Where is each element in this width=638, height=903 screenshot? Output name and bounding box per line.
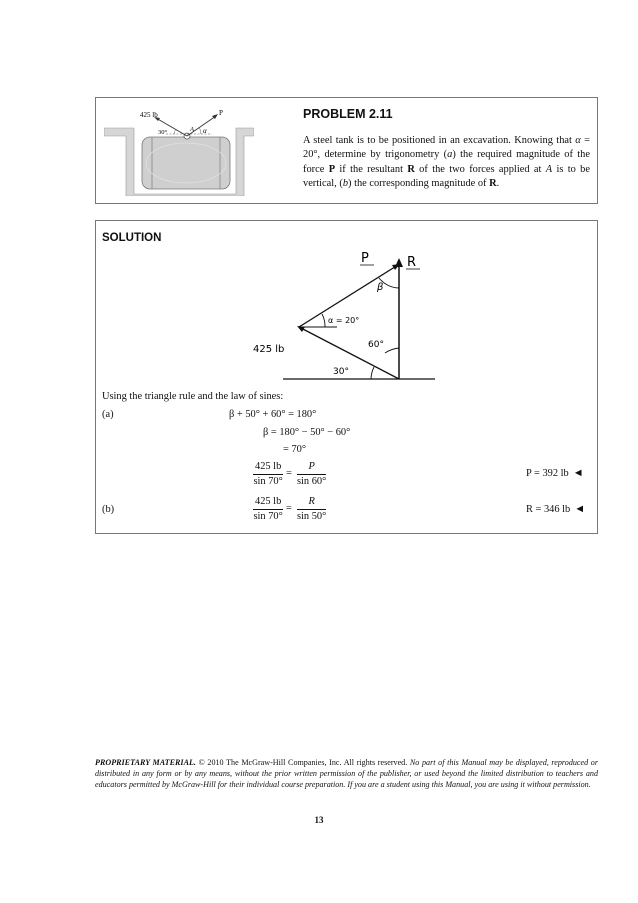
solution-box (95, 220, 598, 534)
fig-label-425: 425 lb (140, 111, 158, 119)
page-number: 13 (314, 815, 324, 825)
label-30deg: 30° (333, 367, 349, 377)
label-R: R (407, 255, 417, 270)
problem-title: PROBLEM 2.11 (303, 107, 393, 121)
solution-intro: Using the triangle rule and the law of sines: (102, 391, 284, 402)
fig-label-P: P (219, 109, 223, 117)
footer-notice: No part of this Manual may be displayed, reproduced or distributed in any form or by any means, without the prior written permission of the publisher, or used beyond the limited distribution to teachers and educators permitted by McGraw-Hill for their individual course preparation. If you are a student using this Manual, you are using it without permission. (95, 758, 598, 790)
equation-beta-sum: β + 50° + 60° = 180° (229, 409, 317, 420)
equation-beta-result: = 70° (283, 444, 307, 455)
answer-b: R = 346 lb ◄ (526, 503, 586, 515)
solution-title: SOLUTION (102, 232, 162, 244)
fig-label-A: A (190, 126, 194, 133)
fraction-a-left: $\frac{425 lb}{\sin 70^\circ}$ (253, 461, 283, 487)
answer-a: P = 392 lb ◄ (526, 467, 584, 479)
part-b-label: (b) (102, 504, 115, 515)
label-P: P (361, 251, 369, 266)
fraction-b-equals: = (286, 503, 292, 514)
fraction-b-right: $\frac{R}{\sin 50^\circ}$ (297, 496, 327, 522)
problem-statement: A steel tank is to be positioned in an excavation. Knowing that α = 20°, determine by trigonometry (a) the required magnitude of the force P if the resultant R of the two forces applied at A is to be vertical, (b) the corresponding magnitude of R. (303, 135, 590, 189)
part-a-label: (a) (102, 409, 114, 420)
problem-figure-tank (104, 104, 254, 196)
fig-label-alpha: α (203, 127, 207, 135)
equation-beta-solve: β = 180° − 50° − 60° (263, 427, 351, 438)
fig-label-30: 30° (158, 129, 168, 136)
fraction-a-right: $\frac{P}{\sin 60^\circ}$ (297, 461, 327, 487)
fraction-a-equals: = (286, 468, 292, 479)
label-beta: β (377, 282, 384, 293)
footer-copyright: © 2010 The McGraw-Hill Companies, Inc. All rights reserved. (195, 758, 408, 767)
problem-box (95, 97, 598, 204)
label-425lb: 425 lb (253, 344, 285, 355)
label-alpha20: α = 20° (328, 316, 360, 325)
fraction-b-left: $\frac{425 lb}{\sin 70^\circ}$ (253, 496, 283, 522)
copyright-footer (95, 757, 598, 791)
label-60deg: 60° (368, 340, 384, 350)
answer-marker-icon: ◄ (572, 467, 584, 479)
force-triangle-diagram (253, 248, 445, 383)
answer-marker-icon: ◄ (574, 503, 586, 515)
footer-label: PROPRIETARY MATERIAL. (95, 758, 196, 767)
